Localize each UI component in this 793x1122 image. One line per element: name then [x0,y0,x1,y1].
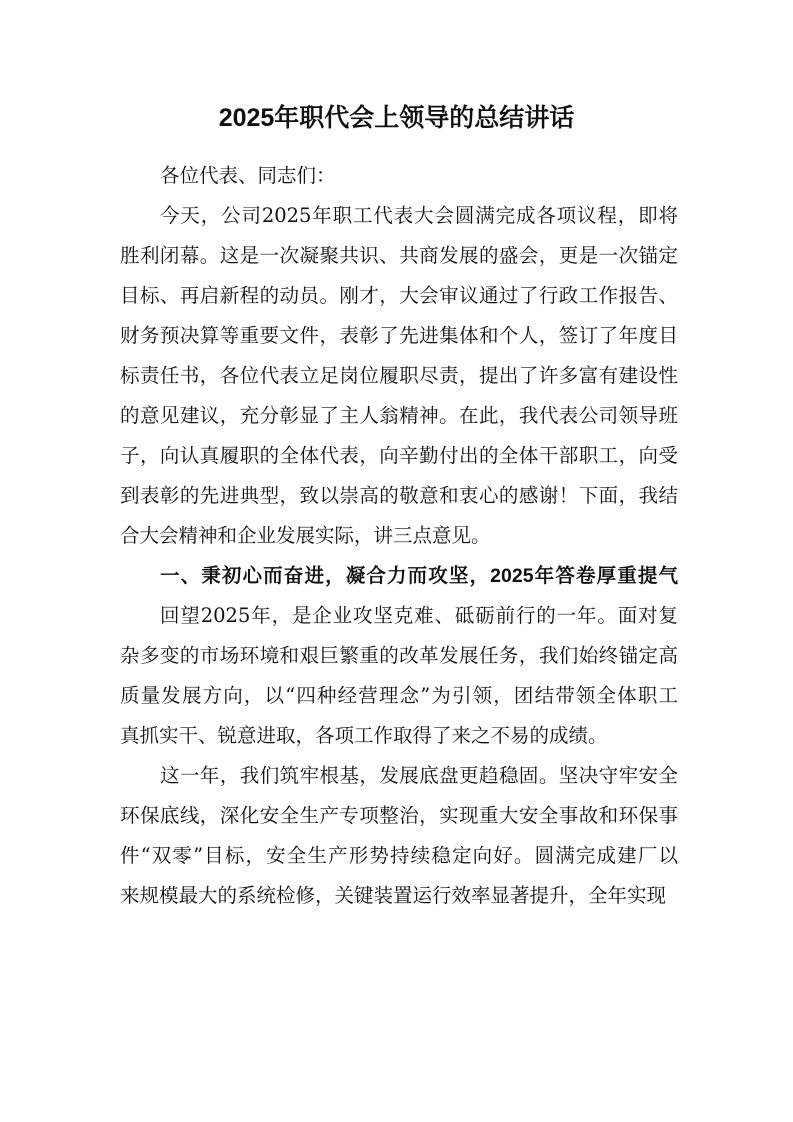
text-line: 这一年，我们筑牢根基，发展底盘更趋稳固。坚决守牢安全 [160,764,678,787]
text-line: 合大会精神和企业发展实际，讲三点意见。 [120,524,491,547]
text-line: 来规模最大的系统检修，关键装置运行效率显著提升，全年实现 [120,884,667,907]
text-line: 真抓实干、锐意进取，各项工作取得了来之不易的成绩。 [120,724,608,747]
text-line: 质量发展方向，以“四种经营理念”为引领，团结带领全体职工 [120,684,678,707]
text-line: 杂多变的市场环境和艰巨繁重的改革发展任务，我们始终锚定高 [120,644,678,667]
text-line: 标责任书，各位代表立足岗位履职尽责，提出了许多富有建设性 [120,364,678,387]
text-line: 回望2025年，是企业攻坚克难、砥砺前行的一年。面对复 [160,604,678,627]
text-line: 的意见建议，充分彰显了主人翁精神。在此，我代表公司领导班 [120,404,678,427]
text-line: 环保底线，深化安全生产专项整治，实现重大安全事故和环保事 [120,804,678,827]
text-line: 子，向认真履职的全体代表，向辛勤付出的全体干部职工，向受 [120,444,678,467]
document-body [120,156,678,916]
text-line: 件“双零”目标，安全生产形势持续稳定向好。圆满完成建厂以 [120,844,678,867]
paragraph [120,596,678,756]
paragraph [120,756,678,916]
text-line: 财务预决算等重要文件，表彰了先进集体和个人，签订了年度目 [120,324,678,347]
section-heading [120,556,678,596]
text-line: 到表彰的先进典型，致以崇高的敬意和衷心的感谢！下面，我结 [120,484,678,507]
text-line: 今天，公司2025年职工代表大会圆满完成各项议程，即将 [160,204,678,227]
paragraph [120,156,678,196]
paragraph [120,196,678,556]
document-title: 2025年职代会上领导的总结讲话 [218,104,575,132]
text-line: 目标、再启新程的动员。刚才，大会审议通过了行政工作报告、 [120,284,678,307]
text-line: 胜利闭幕。这是一次凝聚共识、共商发展的盛会，更是一次锚定 [120,244,678,267]
text-line: 各位代表、同志们： [160,164,336,187]
text-line: 一、秉初心而奋进，凝合力而攻坚，2025年答卷厚重提气 [160,565,678,587]
